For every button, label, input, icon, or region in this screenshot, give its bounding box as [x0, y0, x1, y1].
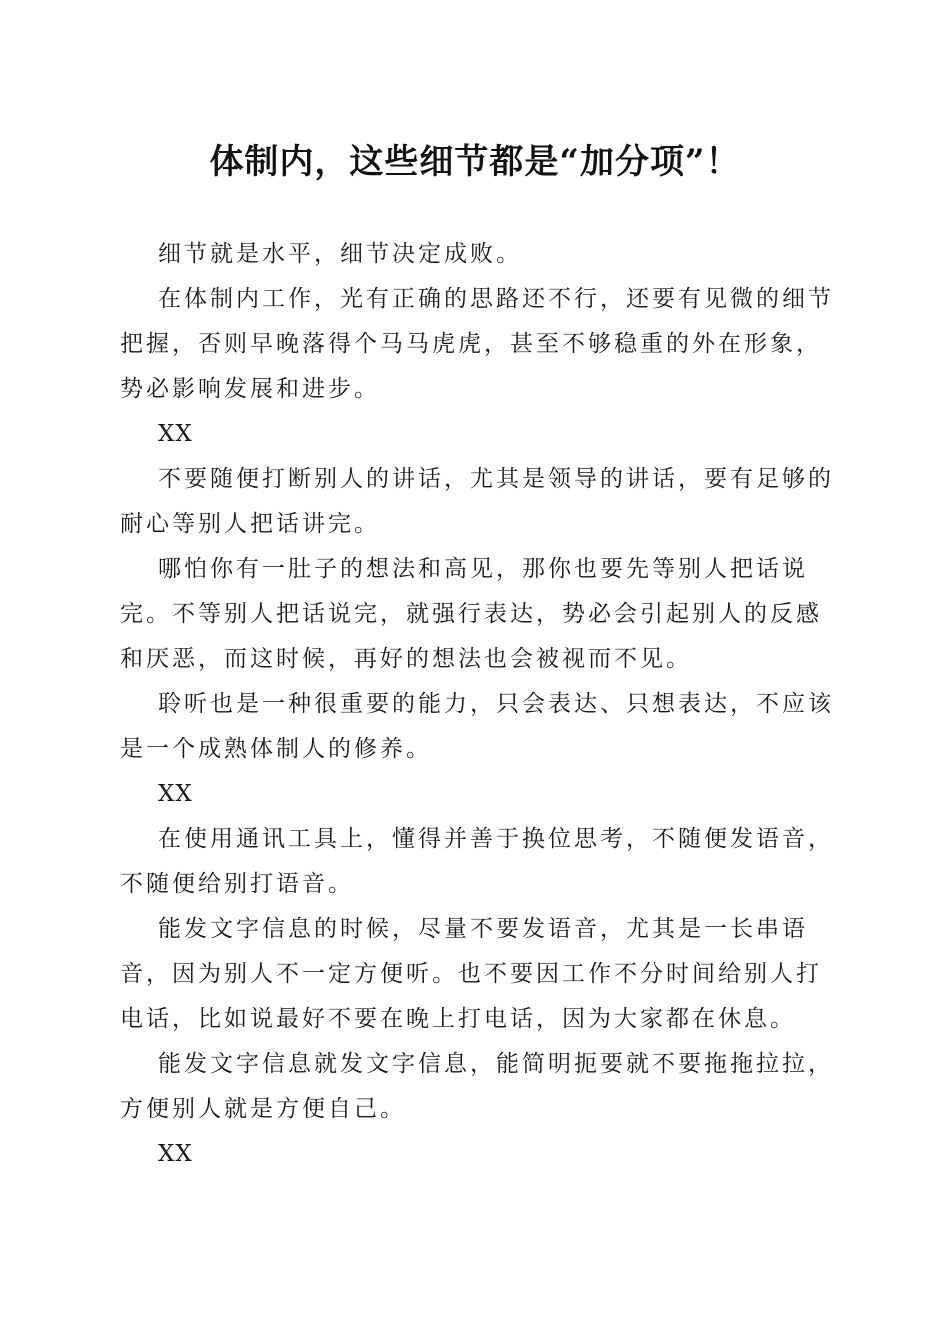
paragraph: 聆听也是一种很重要的能力，只会表达、只想表达，不应该是一个成熟体制人的修养。	[120, 691, 834, 762]
paragraph: 能发文字信息就发文字信息，能简明扼要就不要拖拖拉拉，方便别人就是方便自己。	[120, 1051, 834, 1122]
paragraph: 哪怕你有一肚子的想法和高见，那你也要先等别人把话说完。不等别人把话说完，就强行表达，势必会引起别人的反感和厌恶，而这时候，再好的想法也会被视而不见。	[120, 556, 822, 672]
section-marker: XX	[158, 421, 193, 447]
document-title: 体制内，这些细节都是“加分项”！	[209, 142, 741, 182]
paragraph: 细节就是水平，细节决定成败。	[158, 241, 522, 267]
document-body	[120, 232, 840, 1177]
paragraph: 在使用通讯工具上，懂得并善于换位思考，不随便发语音，不随便给别打语音。	[120, 826, 834, 897]
paragraph: 在体制内工作，光有正确的思路还不行，还要有见微的细节把握，否则早晚落得个马马虎虎，甚至不够稳重的外在形象，势必影响发展和进步。	[120, 286, 834, 402]
paragraph: 能发文字信息的时候，尽量不要发语音，尤其是一长串语音，因为别人不一定方便听。也不要因工作不分时间给别人打电话，比如说最好不要在晚上打电话，因为大家都在休息。	[120, 916, 822, 1032]
section-marker: XX	[158, 781, 193, 807]
paragraph: 不要随便打断别人的讲话，尤其是领导的讲话，要有足够的耐心等别人把话讲完。	[120, 466, 834, 537]
section-marker: XX	[158, 1141, 193, 1167]
